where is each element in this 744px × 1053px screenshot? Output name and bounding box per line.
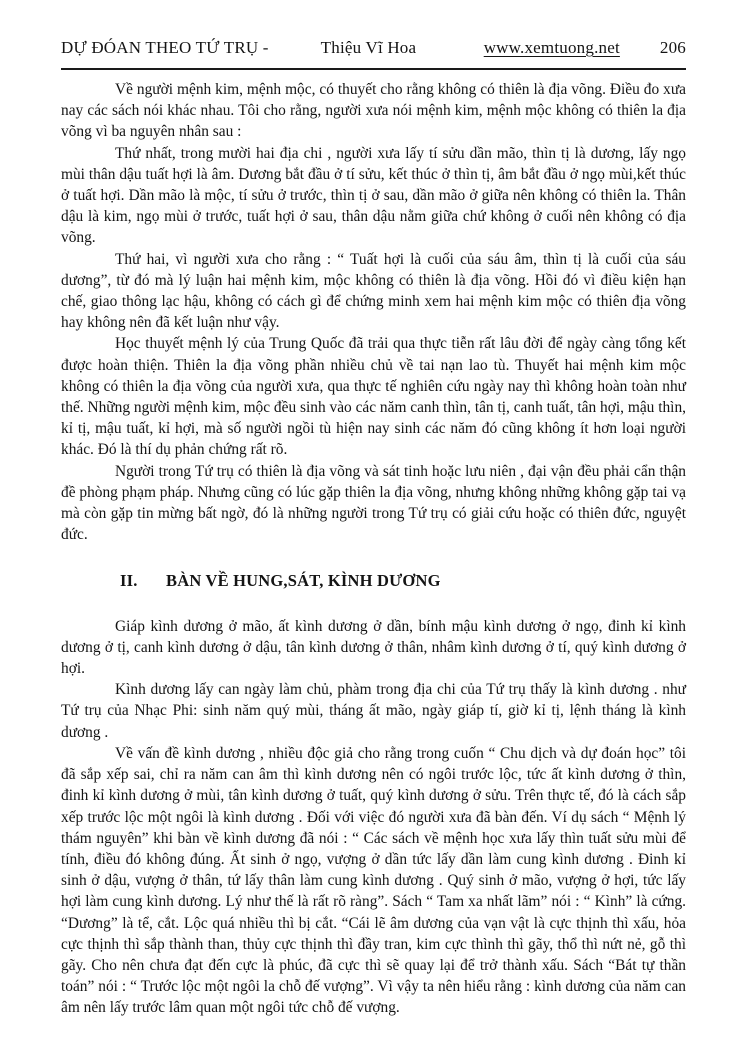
paragraph: Về vấn đề kình dương , nhiều độc giả cho rằng trong cuốn “ Chu dịch và dự đoán học” tôi đã sắp xếp sai, chỉ ra năm can âm thì kình dương nên có ngôi trước lộc, tức ất kình dương ở thìn, đinh kỉ kình dương ở mùi, tân kình dương ở tuất, quý kình dương ở sửu. Trên thực tế, đó là cách sắp xếp trước lộc một ngôi là kình dương . Đối với việc đó người xưa đã bàn đến. Ví dụ sách “ Mệnh lý thám nguyên” khi bàn về kình dương đã nói : “ Các sách về mệnh học xưa lấy thìn tuất sửu mùi để tính, điều đó không đúng. Ất sinh ở ngọ, vượng ở dần tức lấy dần làm cung kình dương . Đinh kỉ sinh ở dậu, vượng ở thân, tứ lấy thân làm cung kình dương . Quý sinh ở mão, vượng ở hợi, tức lấy hợi làm cung kình dương. Lý như thế là rất rõ ràng”. Sách “ Tam xa nhất lãm” nói : “ Kình” là cứng. “Dương” là tể, cắt. Lộc quá nhiều thì bị cắt. “Cái lẽ âm dương của vạn vật là cực thịnh thì xấu, hỏa cực thịnh thì sắp thành than, thủy cực thịnh thì đầy tran, kim cực thình thì gãy, thổ thì nứt nẻ, gỗ thì gãy. Cho nên chưa đạt đến cực là phúc, đã cực thì sẽ quay lại để trở thành xấu. Sách “Bát tự thần toán” nói : “ Trước lộc một ngôi la chỗ đế vượng”. Vì vậy ta nên hiểu rằng : kình dương của năm can âm nên lấy trước lâm quan một ngôi tức chỗ đế vượng. bbox=[61, 744, 686, 1017]
paragraph: Học thuyết mệnh lý của Trung Quốc đã trải qua thực tiễn rất lâu đời để ngày càng tổng kết được hoàn thiện. Thiên la địa võng phần nhiều chủ về tai nạn lao tù. Thuyết hai mệnh kim mộc không có thiên la địa võng của người xưa, qua thực tế nghiên cứu ngày nay thì không hoàn toàn như thế. Những người mệnh kim, mộc đều sinh vào các năm canh thìn, tân tị, canh tuất, tân hợi, mậu thìn, kỉ tị, mậu tuất, kỉ hợi, mà số người ngồi tù hiện nay sinh các năm đó cũng không ít hơn loại người khác. Đó là thí dụ phản chứng rất rõ. bbox=[61, 335, 686, 459]
paragraph: Giáp kình dương ở mão, ất kình dương ở dần, bính mậu kình dương ở ngọ, đinh kỉ kình dương ở tị, canh kình dương ở dậu, tân kình dương ở thân, nhâm kình dương ở tí, quý kình dương ở hợi. bbox=[61, 617, 686, 678]
book-title: DỰ ĐÓAN THEO TỨ TRỤ - bbox=[61, 38, 269, 57]
section-numeral: II. bbox=[120, 571, 138, 591]
paragraph: Người trong Tứ trụ có thiên là địa võng và sát tinh hoặc lưu niên , đại vận đều phải cẩn thận đề phòng phạm pháp. Nhưng cũng có lúc gặp thiên la địa võng, nhưng không những không gặp tai vạ mà còn gặp tin mừng bất ngờ, đó là những người trong Tứ trụ có giải cứu hoặc có thiên đức, nguyệt đức. bbox=[61, 462, 686, 544]
page-body bbox=[61, 79, 686, 1019]
section-heading bbox=[61, 570, 686, 591]
paragraph: Thứ hai, vì người xưa cho rằng : “ Tuất hợi là cuối của sáu âm, thìn tị là cuối của sáu dương”, từ đó mà lý luận hai mệnh kim, mộc không có thiên là địa võng. Hồi đó vì điều kiện hạn chế, giao thông lạc hậu, không có cách gì để chứng minh xem hai mệnh kim mộc có thiên địa võng hay không nên đã kết luận như vậy. bbox=[61, 250, 686, 332]
page-header bbox=[61, 30, 686, 70]
author-name: Thiệu Vĩ Hoa bbox=[320, 38, 417, 57]
paragraph: Thứ nhất, trong mười hai địa chi , người xưa lấy tí sửu dần mão, thìn tị là dương, lấy ngọ mùi thân dậu tuất hợi là âm. Dương bắt đầu ở tí sửu, kết thúc ở thìn tị, âm bắt đầu ở ngọ mùi,kết thúc ở tuất hợi. Dần mão là mộc, tí sửu ở trước, thìn tị ở sau, dần mão ở giữa nên không có thiên la. Thân dậu là kim, ngọ mùi ở trước, tuất hợi ở sau, thân dậu nằm giữa chứ không ở cuối nên không có địa võng. bbox=[61, 144, 686, 247]
website-link: www.xemtuong.net bbox=[483, 38, 620, 57]
paragraph: Về người mệnh kim, mệnh mộc, có thuyết cho rằng không có thiên là địa võng. Điều đo xưa nay các sách nói khác nhau. Tôi cho rằng, người xưa nói mệnh kim, mệnh mộc không có thiên la địa võng vì ba nguyên nhân sau : bbox=[61, 81, 686, 141]
section-title: BÀN VỀ HUNG,SÁT, KÌNH DƯƠNG bbox=[166, 571, 441, 591]
page-number: 206 bbox=[659, 38, 686, 57]
paragraph: Kình dương lấy can ngày làm chủ, phàm trong địa chi của Tứ trụ thấy là kình dương . như Tứ trụ của Nhạc Phi: sinh năm quý mùi, tháng ất mão, ngày giáp tí, giờ kỉ tị, lệnh tháng là kình dương . bbox=[61, 681, 686, 741]
